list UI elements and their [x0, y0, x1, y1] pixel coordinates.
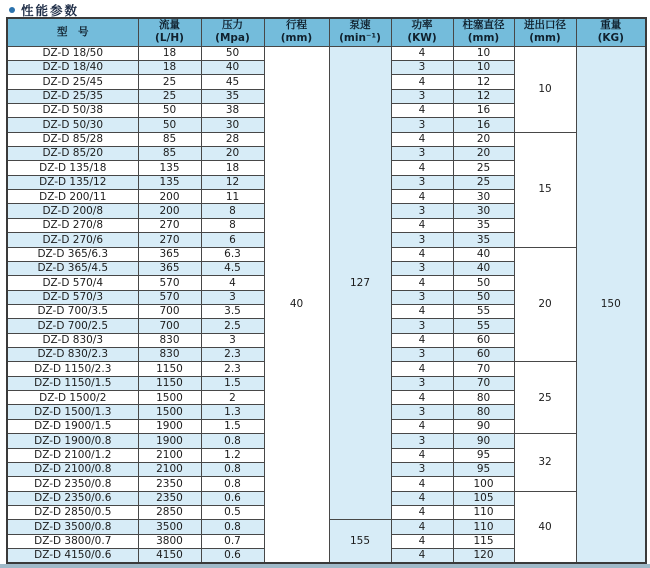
model-cell: DZ-D 365/4.5 — [7, 261, 138, 275]
flow-cell: 18 — [138, 46, 201, 60]
header-unit: (KW) — [407, 32, 437, 45]
model-cell: DZ-D 3500/0.8 — [7, 520, 138, 534]
header-unit: (mm) — [467, 32, 500, 45]
pressure-cell: 1.5 — [201, 376, 264, 390]
pressure-cell: 2.3 — [201, 362, 264, 376]
section-title — [9, 2, 79, 17]
plunger-cell: 95 — [453, 448, 514, 462]
power-cell: 4 — [391, 448, 453, 462]
model-cell: DZ-D 570/3 — [7, 290, 138, 304]
model-cell: DZ-D 3800/0.7 — [7, 534, 138, 548]
power-cell: 4 — [391, 247, 453, 261]
flow-cell: 270 — [138, 233, 201, 247]
header-label: 泵速 — [349, 19, 371, 32]
power-cell: 4 — [391, 161, 453, 175]
power-cell: 4 — [391, 506, 453, 520]
pressure-cell: 3 — [201, 290, 264, 304]
model-cell: DZ-D 1150/1.5 — [7, 376, 138, 390]
flow-cell: 50 — [138, 103, 201, 117]
power-cell: 4 — [391, 477, 453, 491]
header-unit: (L/H) — [155, 32, 184, 45]
power-cell: 3 — [391, 462, 453, 476]
flow-cell: 1900 — [138, 419, 201, 433]
flow-cell: 2100 — [138, 448, 201, 462]
model-cell: DZ-D 2100/0.8 — [7, 462, 138, 476]
pressure-cell: 0.8 — [201, 434, 264, 448]
inlet-merged-cell: 15 — [514, 132, 576, 247]
pressure-cell: 1.2 — [201, 448, 264, 462]
model-cell: DZ-D 50/38 — [7, 103, 138, 117]
flow-cell: 2350 — [138, 491, 201, 505]
header-cell-plunger — [453, 18, 514, 46]
power-cell: 3 — [391, 204, 453, 218]
power-cell: 3 — [391, 290, 453, 304]
plunger-cell: 25 — [453, 161, 514, 175]
model-cell: DZ-D 270/8 — [7, 218, 138, 232]
flow-cell: 830 — [138, 348, 201, 362]
header-label: 进出口径 — [524, 19, 566, 32]
power-cell: 4 — [391, 520, 453, 534]
bottom-divider — [0, 564, 650, 568]
model-cell: DZ-D 135/18 — [7, 161, 138, 175]
pressure-cell: 6.3 — [201, 247, 264, 261]
inlet-merged-cell: 10 — [514, 46, 576, 132]
power-cell: 3 — [391, 376, 453, 390]
pressure-cell: 45 — [201, 75, 264, 89]
flow-cell: 25 — [138, 75, 201, 89]
plunger-cell: 70 — [453, 376, 514, 390]
model-cell: DZ-D 700/2.5 — [7, 319, 138, 333]
plunger-cell: 35 — [453, 233, 514, 247]
pressure-cell: 1.3 — [201, 405, 264, 419]
inlet-merged-cell: 20 — [514, 247, 576, 362]
model-cell: DZ-D 830/3 — [7, 333, 138, 347]
header-label: 压力 — [222, 19, 243, 32]
plunger-cell: 80 — [453, 405, 514, 419]
table-row — [7, 46, 646, 60]
header-cell-model — [7, 18, 138, 46]
plunger-cell: 55 — [453, 304, 514, 318]
plunger-cell: 10 — [453, 46, 514, 60]
power-cell: 4 — [391, 362, 453, 376]
pressure-cell: 30 — [201, 118, 264, 132]
flow-cell: 2350 — [138, 477, 201, 491]
power-cell: 3 — [391, 118, 453, 132]
plunger-cell: 120 — [453, 549, 514, 563]
header-row — [7, 18, 646, 46]
flow-cell: 50 — [138, 118, 201, 132]
flow-cell: 1500 — [138, 405, 201, 419]
plunger-cell: 20 — [453, 132, 514, 146]
spec-table — [6, 17, 647, 564]
power-cell: 3 — [391, 319, 453, 333]
inlet-merged-cell: 25 — [514, 362, 576, 434]
plunger-cell: 80 — [453, 391, 514, 405]
pressure-cell: 0.8 — [201, 462, 264, 476]
plunger-cell: 95 — [453, 462, 514, 476]
power-cell: 4 — [391, 46, 453, 60]
pressure-cell: 2.3 — [201, 348, 264, 362]
flow-cell: 2100 — [138, 462, 201, 476]
power-cell: 4 — [391, 75, 453, 89]
model-cell: DZ-D 135/12 — [7, 175, 138, 189]
pressure-cell: 28 — [201, 132, 264, 146]
plunger-cell: 40 — [453, 261, 514, 275]
flow-cell: 25 — [138, 89, 201, 103]
flow-cell: 200 — [138, 204, 201, 218]
power-cell: 4 — [391, 132, 453, 146]
power-cell: 4 — [391, 534, 453, 548]
power-cell: 4 — [391, 190, 453, 204]
pressure-cell: 3 — [201, 333, 264, 347]
power-cell: 3 — [391, 348, 453, 362]
plunger-cell: 105 — [453, 491, 514, 505]
page-title: 性能参数 — [21, 2, 80, 18]
power-cell: 4 — [391, 333, 453, 347]
pressure-cell: 0.7 — [201, 534, 264, 548]
model-cell: DZ-D 18/50 — [7, 46, 138, 60]
pressure-cell: 20 — [201, 147, 264, 161]
power-cell: 3 — [391, 233, 453, 247]
model-cell: DZ-D 18/40 — [7, 60, 138, 74]
plunger-cell: 12 — [453, 89, 514, 103]
power-cell: 4 — [391, 549, 453, 563]
pressure-cell: 11 — [201, 190, 264, 204]
model-cell: DZ-D 200/11 — [7, 190, 138, 204]
flow-cell: 570 — [138, 276, 201, 290]
header-cell-power — [391, 18, 453, 46]
header-label: 型 号 — [57, 25, 89, 38]
model-cell: DZ-D 1500/2 — [7, 391, 138, 405]
flow-cell: 3800 — [138, 534, 201, 548]
plunger-cell: 70 — [453, 362, 514, 376]
bullet-icon — [9, 7, 15, 13]
flow-cell: 85 — [138, 132, 201, 146]
pressure-cell: 0.5 — [201, 506, 264, 520]
plunger-cell: 55 — [453, 319, 514, 333]
pressure-cell: 3.5 — [201, 304, 264, 318]
model-cell: DZ-D 1900/1.5 — [7, 419, 138, 433]
model-cell: DZ-D 2350/0.6 — [7, 491, 138, 505]
inlet-merged-cell: 32 — [514, 434, 576, 491]
plunger-cell: 110 — [453, 506, 514, 520]
speed-merged-cell: 155 — [329, 520, 391, 563]
pressure-cell: 18 — [201, 161, 264, 175]
power-cell: 3 — [391, 89, 453, 103]
model-cell: DZ-D 365/6.3 — [7, 247, 138, 261]
flow-cell: 85 — [138, 147, 201, 161]
pressure-cell: 0.8 — [201, 520, 264, 534]
pressure-cell: 1.5 — [201, 419, 264, 433]
plunger-cell: 50 — [453, 290, 514, 304]
header-cell-inlet — [514, 18, 576, 46]
power-cell: 3 — [391, 434, 453, 448]
plunger-cell: 30 — [453, 204, 514, 218]
power-cell: 4 — [391, 391, 453, 405]
plunger-cell: 25 — [453, 175, 514, 189]
model-cell: DZ-D 1900/0.8 — [7, 434, 138, 448]
header-cell-speed — [329, 18, 391, 46]
model-cell: DZ-D 50/30 — [7, 118, 138, 132]
flow-cell: 1500 — [138, 391, 201, 405]
flow-cell: 570 — [138, 290, 201, 304]
pressure-cell: 0.8 — [201, 477, 264, 491]
pressure-cell: 12 — [201, 175, 264, 189]
plunger-cell: 60 — [453, 333, 514, 347]
header-unit: (mm) — [529, 32, 561, 45]
pressure-cell: 4.5 — [201, 261, 264, 275]
flow-cell: 135 — [138, 175, 201, 189]
plunger-cell: 10 — [453, 60, 514, 74]
pressure-cell: 0.6 — [201, 549, 264, 563]
power-cell: 4 — [391, 491, 453, 505]
header-label: 流量 — [159, 19, 180, 32]
header-unit: (mm) — [280, 32, 313, 45]
power-cell: 4 — [391, 419, 453, 433]
plunger-cell: 110 — [453, 520, 514, 534]
flow-cell: 1900 — [138, 434, 201, 448]
plunger-cell: 100 — [453, 477, 514, 491]
speed-merged-cell: 127 — [329, 46, 391, 520]
plunger-cell: 90 — [453, 434, 514, 448]
model-cell: DZ-D 830/2.3 — [7, 348, 138, 362]
plunger-cell: 30 — [453, 190, 514, 204]
plunger-cell: 60 — [453, 348, 514, 362]
header-cell-weight — [576, 18, 646, 46]
flow-cell: 135 — [138, 161, 201, 175]
header-label: 功率 — [411, 19, 433, 32]
flow-cell: 1150 — [138, 376, 201, 390]
pressure-cell: 38 — [201, 103, 264, 117]
power-cell: 4 — [391, 276, 453, 290]
plunger-cell: 35 — [453, 218, 514, 232]
plunger-cell: 16 — [453, 103, 514, 117]
inlet-merged-cell: 40 — [514, 491, 576, 563]
header-label: 行程 — [286, 19, 307, 32]
model-cell: DZ-D 85/20 — [7, 147, 138, 161]
header-label: 柱塞直径 — [462, 19, 505, 32]
power-cell: 3 — [391, 175, 453, 189]
pressure-cell: 35 — [201, 89, 264, 103]
power-cell: 4 — [391, 218, 453, 232]
header-unit: (Mpa) — [215, 32, 250, 45]
flow-cell: 830 — [138, 333, 201, 347]
flow-cell: 365 — [138, 247, 201, 261]
power-cell: 4 — [391, 304, 453, 318]
pressure-cell: 8 — [201, 204, 264, 218]
flow-cell: 200 — [138, 190, 201, 204]
model-cell: DZ-D 700/3.5 — [7, 304, 138, 318]
weight-merged-cell: 150 — [576, 46, 646, 563]
model-cell: DZ-D 270/6 — [7, 233, 138, 247]
power-cell: 3 — [391, 261, 453, 275]
model-cell: DZ-D 570/4 — [7, 276, 138, 290]
plunger-cell: 40 — [453, 247, 514, 261]
power-cell: 3 — [391, 405, 453, 419]
flow-cell: 18 — [138, 60, 201, 74]
plunger-cell: 50 — [453, 276, 514, 290]
plunger-cell: 12 — [453, 75, 514, 89]
header-cell-pressure — [201, 18, 264, 46]
header-cell-stroke — [264, 18, 329, 46]
model-cell: DZ-D 1500/1.3 — [7, 405, 138, 419]
pressure-cell: 8 — [201, 218, 264, 232]
model-cell: DZ-D 2100/1.2 — [7, 448, 138, 462]
flow-cell: 3500 — [138, 520, 201, 534]
flow-cell: 700 — [138, 319, 201, 333]
header-unit: (KG) — [597, 32, 624, 45]
model-cell: DZ-D 2850/0.5 — [7, 506, 138, 520]
header-label: 重量 — [600, 19, 622, 32]
power-cell: 3 — [391, 147, 453, 161]
model-cell: DZ-D 200/8 — [7, 204, 138, 218]
pressure-cell: 0.6 — [201, 491, 264, 505]
pressure-cell: 2.5 — [201, 319, 264, 333]
model-cell: DZ-D 1150/2.3 — [7, 362, 138, 376]
flow-cell: 365 — [138, 261, 201, 275]
pressure-cell: 6 — [201, 233, 264, 247]
flow-cell: 700 — [138, 304, 201, 318]
plunger-cell: 90 — [453, 419, 514, 433]
plunger-cell: 16 — [453, 118, 514, 132]
stroke-merged-cell: 40 — [264, 46, 329, 563]
pressure-cell: 4 — [201, 276, 264, 290]
flow-cell: 1150 — [138, 362, 201, 376]
spec-table-body — [7, 46, 646, 563]
pressure-cell: 2 — [201, 391, 264, 405]
header-cell-flow — [138, 18, 201, 46]
pressure-cell: 40 — [201, 60, 264, 74]
plunger-cell: 20 — [453, 147, 514, 161]
pressure-cell: 50 — [201, 46, 264, 60]
plunger-cell: 115 — [453, 534, 514, 548]
power-cell: 3 — [391, 60, 453, 74]
model-cell: DZ-D 25/35 — [7, 89, 138, 103]
flow-cell: 2850 — [138, 506, 201, 520]
model-cell: DZ-D 85/28 — [7, 132, 138, 146]
flow-cell: 270 — [138, 218, 201, 232]
model-cell: DZ-D 2350/0.8 — [7, 477, 138, 491]
header-unit: (min⁻¹) — [339, 32, 381, 45]
power-cell: 4 — [391, 103, 453, 117]
model-cell: DZ-D 4150/0.6 — [7, 549, 138, 563]
flow-cell: 4150 — [138, 549, 201, 563]
model-cell: DZ-D 25/45 — [7, 75, 138, 89]
